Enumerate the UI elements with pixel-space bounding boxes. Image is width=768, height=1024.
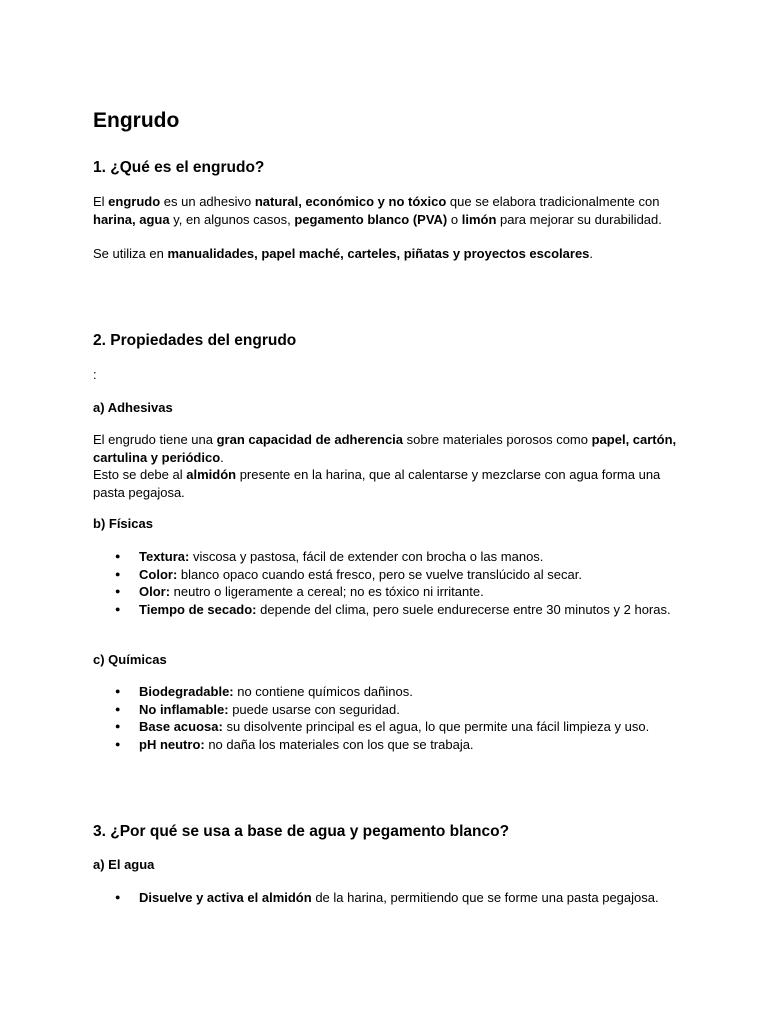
- list-item: ● Disuelve y activa el almidón de la harina, permitiendo que se forme una pasta pegajosa.: [93, 889, 683, 907]
- list-item: ● Olor: neutro o ligeramente a cereal; no es tóxico ni irritante.: [93, 583, 683, 601]
- section-1-paragraph-1: El engrudo es un adhesivo natural, económico y no tóxico que se elabora tradicionalmente con harina, agua y, en algunos casos, pegamento blanco (PVA) o limón para mejorar su durabilidad.: [93, 194, 662, 227]
- list-item: ● Biodegradable: no contiene químicos dañinos.: [93, 683, 683, 701]
- agua-list: [93, 889, 683, 907]
- list-item: ● Color: blanco opaco cuando está fresco, pero se vuelve translúcido al secar.: [93, 566, 683, 584]
- section-2-heading: 2. Propiedades del engrudo: [93, 332, 297, 349]
- list-item: ● Tiempo de secado: depende del clima, pero suele endurecerse entre 30 minutos y 2 horas.: [93, 601, 683, 619]
- subsection-agua-heading: a) El agua: [93, 857, 155, 872]
- subsection-adhesivas-heading: a) Adhesivas: [93, 400, 173, 415]
- list-item: ● pH neutro: no daña los materiales con los que se trabaja.: [93, 736, 683, 754]
- fisicas-list: [93, 548, 683, 618]
- quimicas-list: [93, 683, 683, 753]
- section-2-colon: :: [93, 367, 97, 382]
- list-item: ● Textura: viscosa y pastosa, fácil de extender con brocha o las manos.: [93, 548, 683, 566]
- list-item: ● Base acuosa: su disolvente principal es el agua, lo que permite una fácil limpieza y uso.: [93, 718, 683, 736]
- section-1-paragraph-2: Se utiliza en manualidades, papel maché, carteles, piñatas y proyectos escolares.: [93, 246, 594, 261]
- section-3-heading: 3. ¿Por qué se usa a base de agua y pegamento blanco?: [93, 823, 510, 840]
- subsection-quimicas-heading: c) Químicas: [93, 652, 167, 667]
- subsection-fisicas-heading: b) Físicas: [93, 516, 153, 531]
- section-1-heading: 1. ¿Qué es el engrudo?: [93, 159, 265, 176]
- document-title: Engrudo: [93, 109, 180, 132]
- adhesivas-paragraph-2: Esto se debe al almidón presente en la harina, que al calentarse y mezclarse con agua forma una pasta pegajosa.: [93, 467, 661, 500]
- adhesivas-paragraph-1: El engrudo tiene una gran capacidad de adherencia sobre materiales porosos como papel, cartón, cartulina y periódico.: [93, 432, 677, 465]
- list-item: ● No inflamable: puede usarse con seguridad.: [93, 701, 683, 719]
